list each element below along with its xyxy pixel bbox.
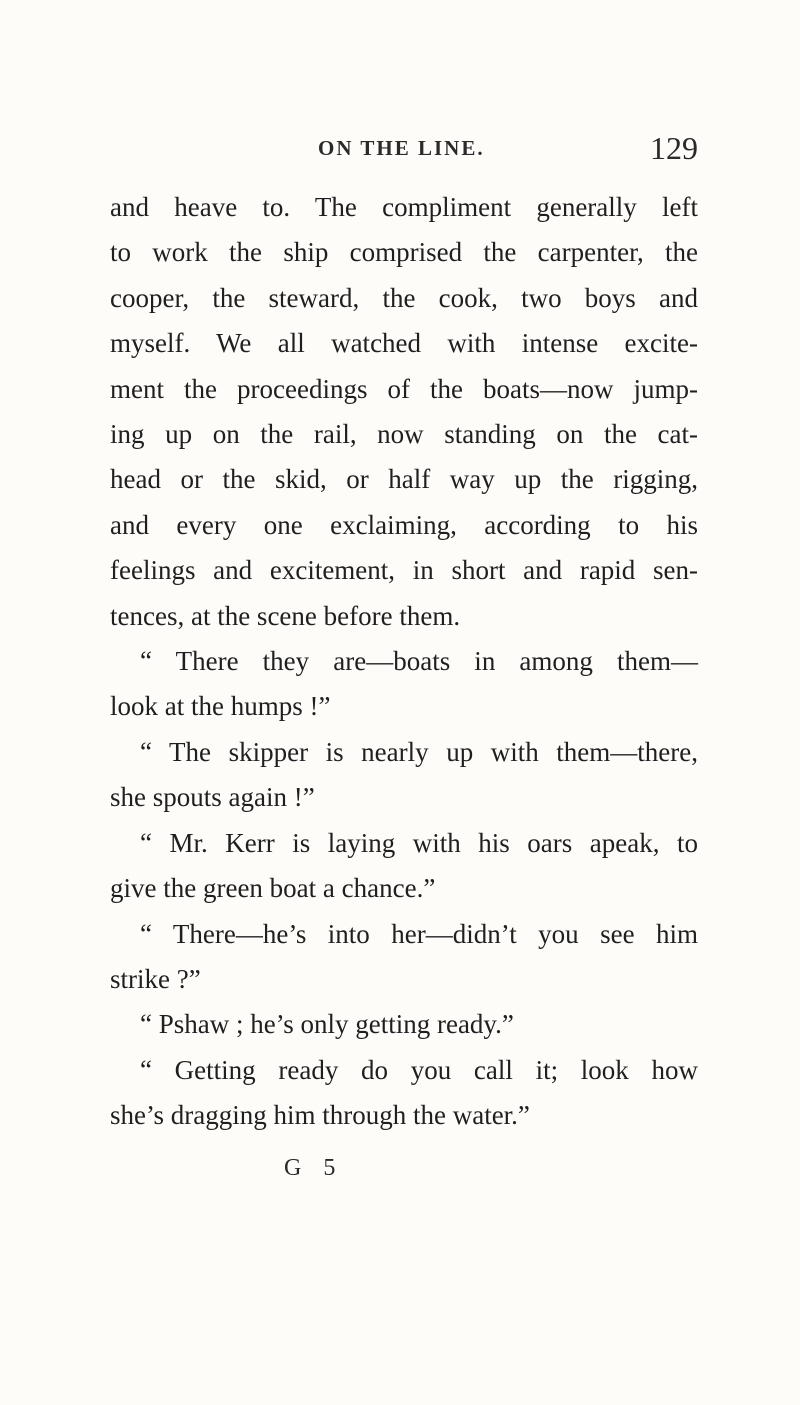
text-line: “ Pshaw ; he’s only getting ready.” xyxy=(140,1009,514,1040)
text-line: ing up on the rail, now standing on the cat- xyxy=(110,419,698,450)
page-header xyxy=(110,130,698,170)
text-line: strike ?” xyxy=(110,963,201,994)
text-line: and heave to. The compliment generally left xyxy=(110,192,698,222)
text-line: tences, at the scene before them. xyxy=(110,600,461,631)
text-line: to work the ship comprised the carpenter, the xyxy=(110,237,698,268)
text-line: “ There—he’s into her—didn’t you see him xyxy=(140,918,698,949)
text-line: “ Mr. Kerr is laying with his oars apeak, to xyxy=(140,827,698,858)
text-line: she’s dragging him through the water.” xyxy=(110,1100,530,1131)
text-line: head or the skid, or half way up the rigging, xyxy=(110,464,698,495)
page-number: 129 xyxy=(650,130,698,166)
text-line: and every one exclaiming, according to his xyxy=(110,509,698,540)
body-text xyxy=(110,185,698,1139)
text-line: she spouts again !” xyxy=(110,782,315,813)
text-line: “ Getting ready do you call it; look how xyxy=(140,1054,698,1085)
signature-mark: G 5 xyxy=(284,1155,344,1181)
text-line: give the green boat a chance.” xyxy=(110,873,436,904)
text-line: look at the humps !” xyxy=(110,691,331,722)
text-line: feelings and excitement, in short and rapid sen- xyxy=(110,555,698,586)
text-line: “ There they are—boats in among them— xyxy=(140,646,698,677)
text-line: myself. We all watched with intense excite- xyxy=(110,328,698,359)
text-line: “ The skipper is nearly up with them—there, xyxy=(140,736,698,767)
running-head: ON THE LINE. xyxy=(318,136,485,160)
text-line: cooper, the steward, the cook, two boys and xyxy=(110,282,698,313)
text-line: ment the proceedings of the boats—now jump- xyxy=(110,373,698,404)
